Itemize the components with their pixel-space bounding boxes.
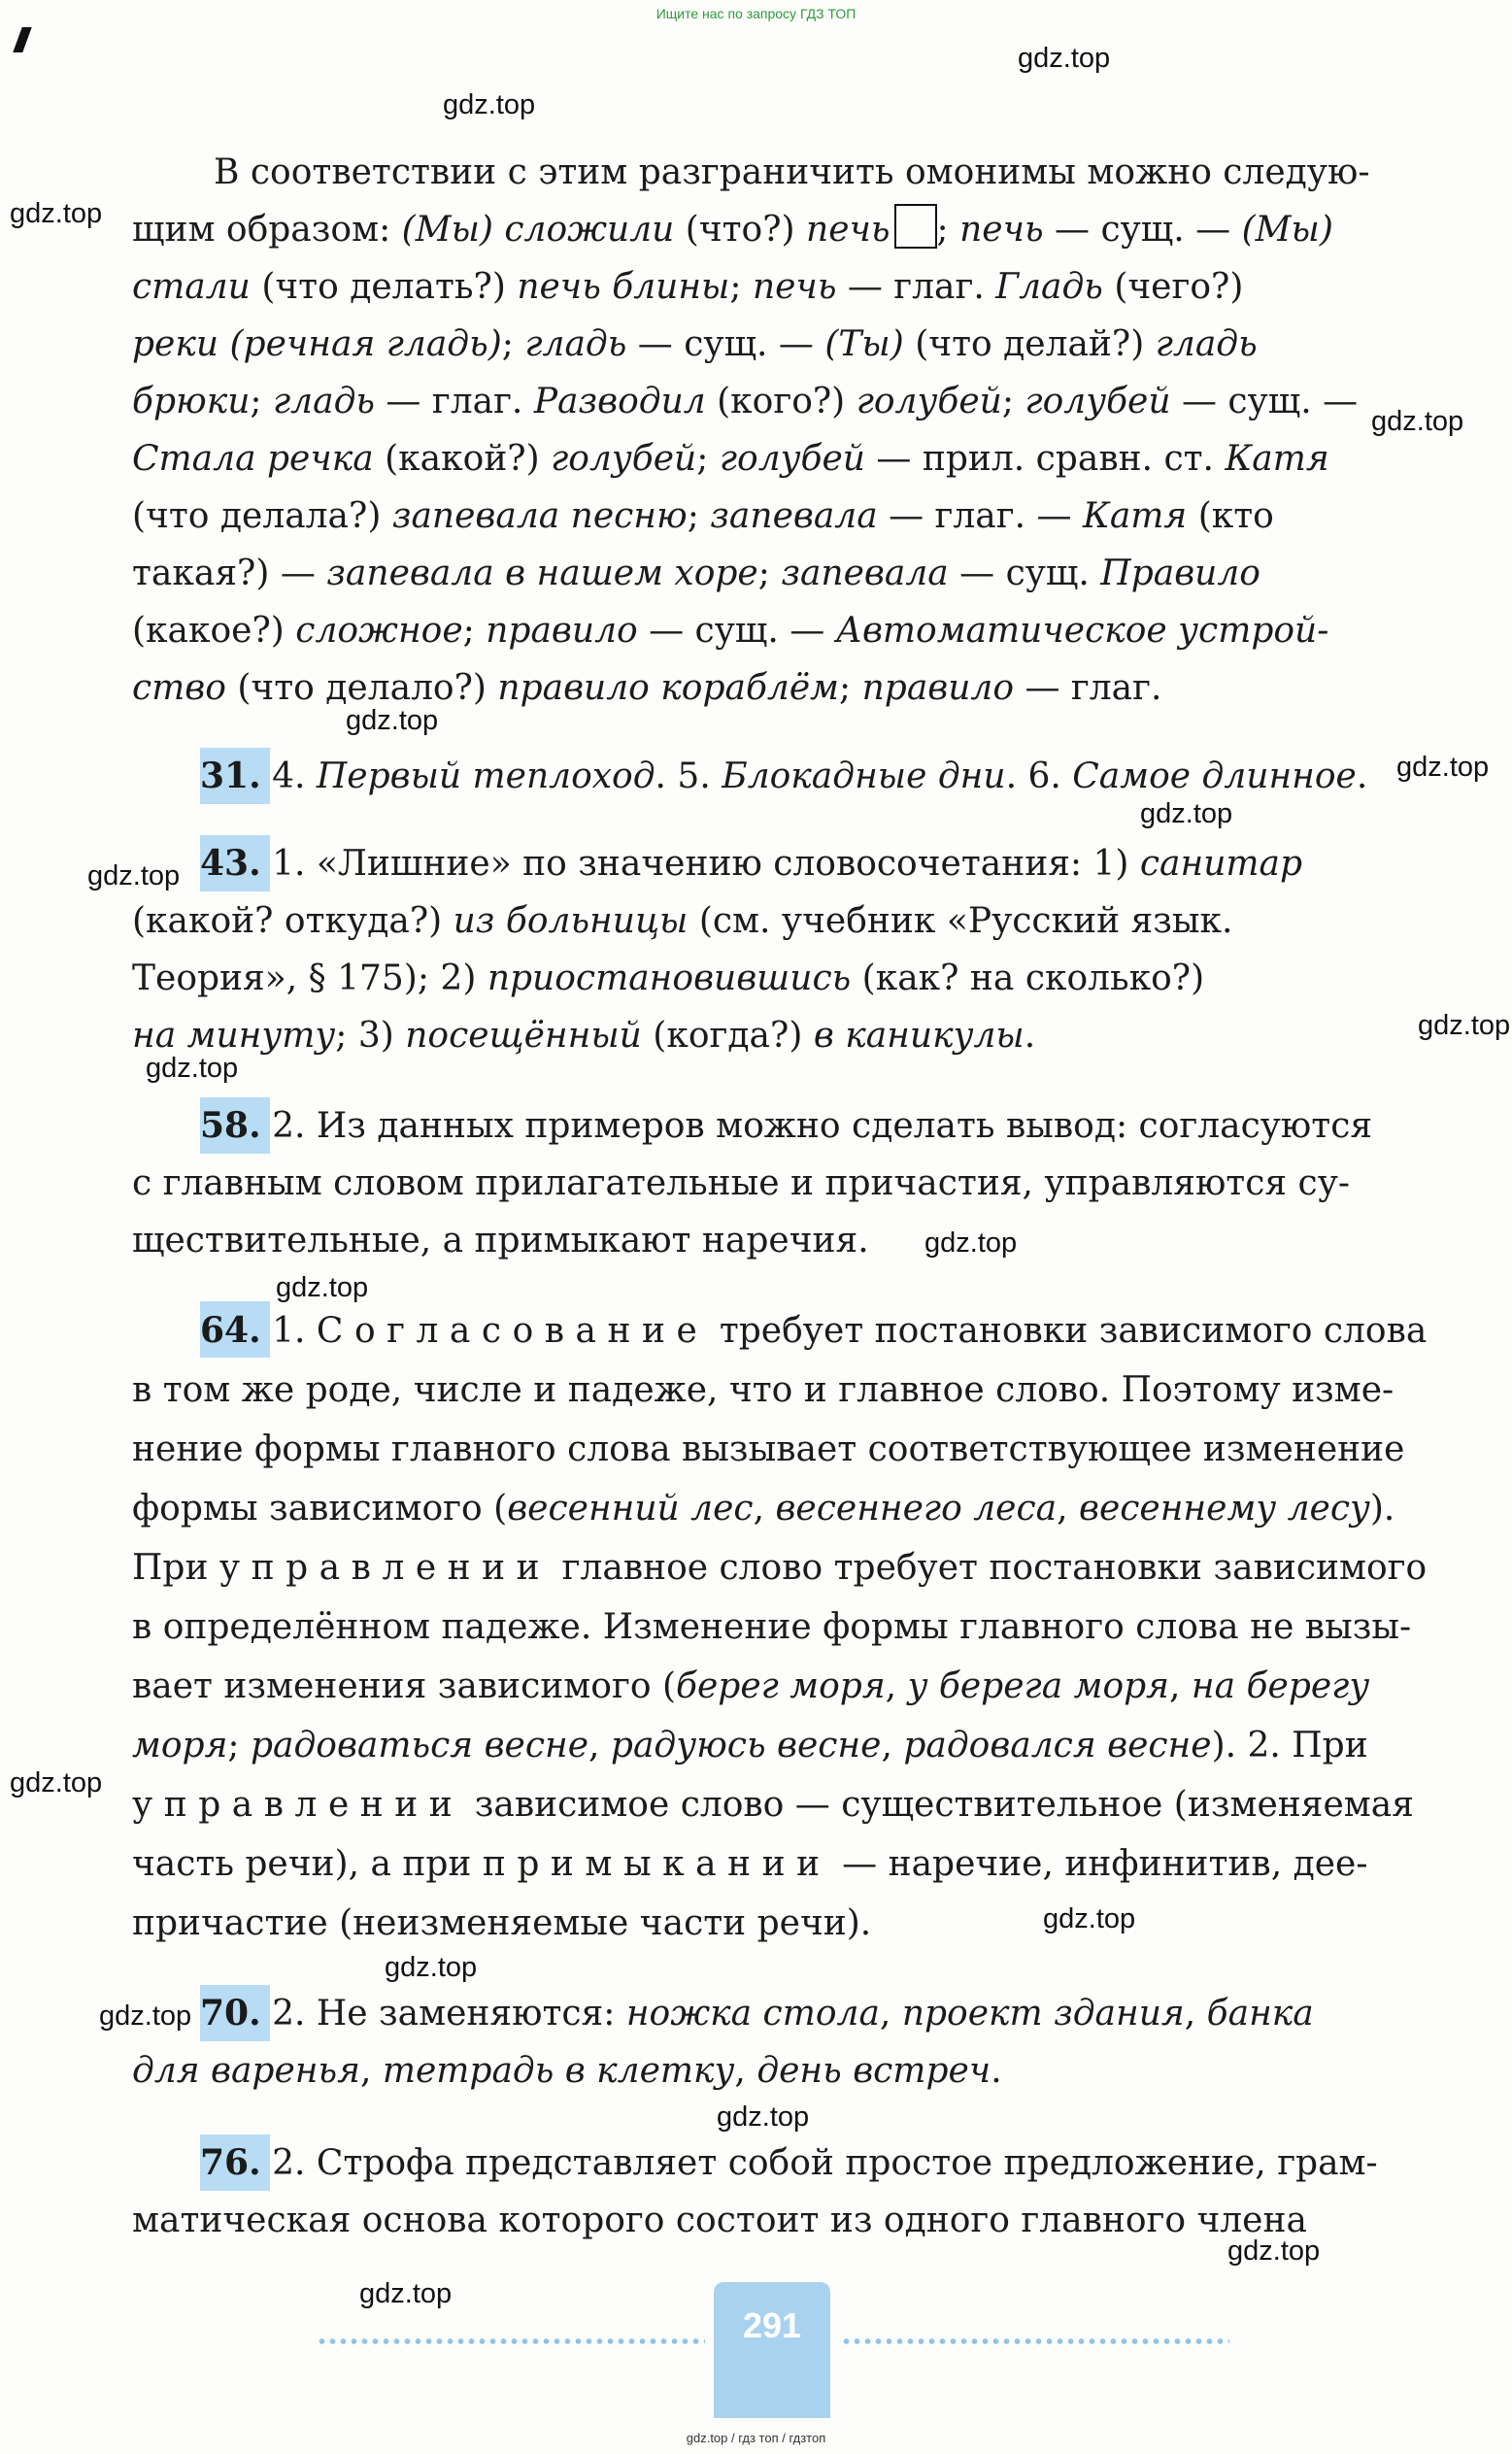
exercise-number: 43. [200, 843, 261, 884]
blank-box [894, 204, 937, 249]
watermark: gdz.top [276, 1272, 369, 1303]
watermark: gdz.top [359, 2278, 453, 2309]
page-number-tab [714, 2282, 830, 2418]
exercise-number: 76. [200, 2142, 261, 2183]
watermark: gdz.top [1418, 1010, 1511, 1041]
exercise-number: 70. [200, 1993, 261, 2034]
watermark: gdz.top [10, 1767, 103, 1798]
homonym-paragraph: В соответствии с этим разграничить омонимы можно следую- щим образом: (Мы) сложили (что?) печь ; печь — сущ. — (Мы) стали (что делать?) печь блины; печь — глаг. Гладь (чего?) реки (речная гладь); гладь — сущ. — (Ты) (что делай?) гладь брюки; гладь — глаг. Разводил (кого?) голубей; голубей — сущ. — Стала речка (какой?) голубей; голубей — прил. сравн. ст. Катя (что делала?) запевала песню; запевала — глаг. — Катя (кто такая?) — запевала в нашем хоре; запевала — сущ. Правило (какое?) сложное; правило — сущ. — Автоматическое устрой- ство (что делало?) правило кораблём; правило — глаг. [132, 152, 1370, 708]
watermark: gdz.top [1371, 406, 1464, 437]
watermark: gdz.top [717, 2101, 810, 2133]
exercise-64: 64. 1. Согласование требует постановки зависимого слова в том же роде, числе и падеже, что и главное слово. Поэтому изме- нение формы главного слова вызывает соответствующее изменение формы зависимого (весенний лес, весеннего леса, весеннему лесу). При управлении главное слово требует постановки зависимого в определённом падеже. Изменение формы главного слова не вызы- вает изменения зависимого (берег моря, у берега моря, на берегу моря; радоваться весне, радуюсь весне, радовался весне). 2. При управлении зависимое слово — существительное (изменяемая часть речи), а при примыкании — наречие, инфинитив, дее- причастие (неизменяемые части речи). [132, 1310, 1428, 1943]
exercise-70: 70. 2. Не заменяются: ножка стола, проект здания, банка для варенья, тетрадь в клетку, день встреч. [132, 1993, 1314, 2091]
watermark: gdz.top [1018, 43, 1111, 74]
watermark: gdz.top [443, 89, 536, 120]
watermark: gdz.top [99, 2000, 192, 2032]
footer-dots-right [841, 2338, 1229, 2344]
watermark: gdz.top [10, 198, 103, 229]
watermark: gdz.top [385, 1952, 478, 1983]
watermark: gdz.top [87, 860, 181, 891]
exercise-number: 58. [200, 1105, 261, 1146]
exercise-58: 58. 2. Из данных примеров можно сделать вывод: согласуются с главным словом прилагательные и причастия, управляются су- ществительные, а примыкают наречия. [132, 1105, 1373, 1261]
watermark: gdz.top [1227, 2235, 1321, 2267]
exercise-31: 31. 4. Первый теплоход. 5. Блокадные дни. 6. Самое длинное. [200, 756, 1368, 796]
watermark: gdz.top [346, 705, 439, 736]
exercise-number: 64. [200, 1310, 261, 1351]
top-notice: Ищите нас по запросу ГДЗ ТОП [655, 6, 857, 21]
watermark: gdz.top [1140, 798, 1233, 829]
watermark: gdz.top [1396, 752, 1490, 783]
exercise-number: 31. [200, 756, 261, 796]
watermark: gdz.top [1043, 1903, 1136, 1934]
exercise-43: 43. 1. «Лишние» по значению словосочетания: 1) санитар (какой? откуда?) из больницы (см. учебник «Русский язык. Теория», § 175); 2) приостановившись (как? на сколько?) на минуту; 3) посещённый (когда?) в каникулы. [132, 843, 1303, 1056]
watermark: gdz.top [924, 1227, 1018, 1259]
bottom-notice: gdz.top / гдз топ / гдзтоп [686, 2431, 826, 2445]
exercise-76: 76. 2. Строфа представляет собой простое предложение, грам- матическая основа которого состоит из одного главного члена [132, 2142, 1378, 2240]
footer-dots-left [317, 2338, 705, 2344]
page-number: 291 [742, 2305, 802, 2345]
watermark: gdz.top [146, 1053, 239, 1084]
corner-mark [13, 27, 31, 52]
